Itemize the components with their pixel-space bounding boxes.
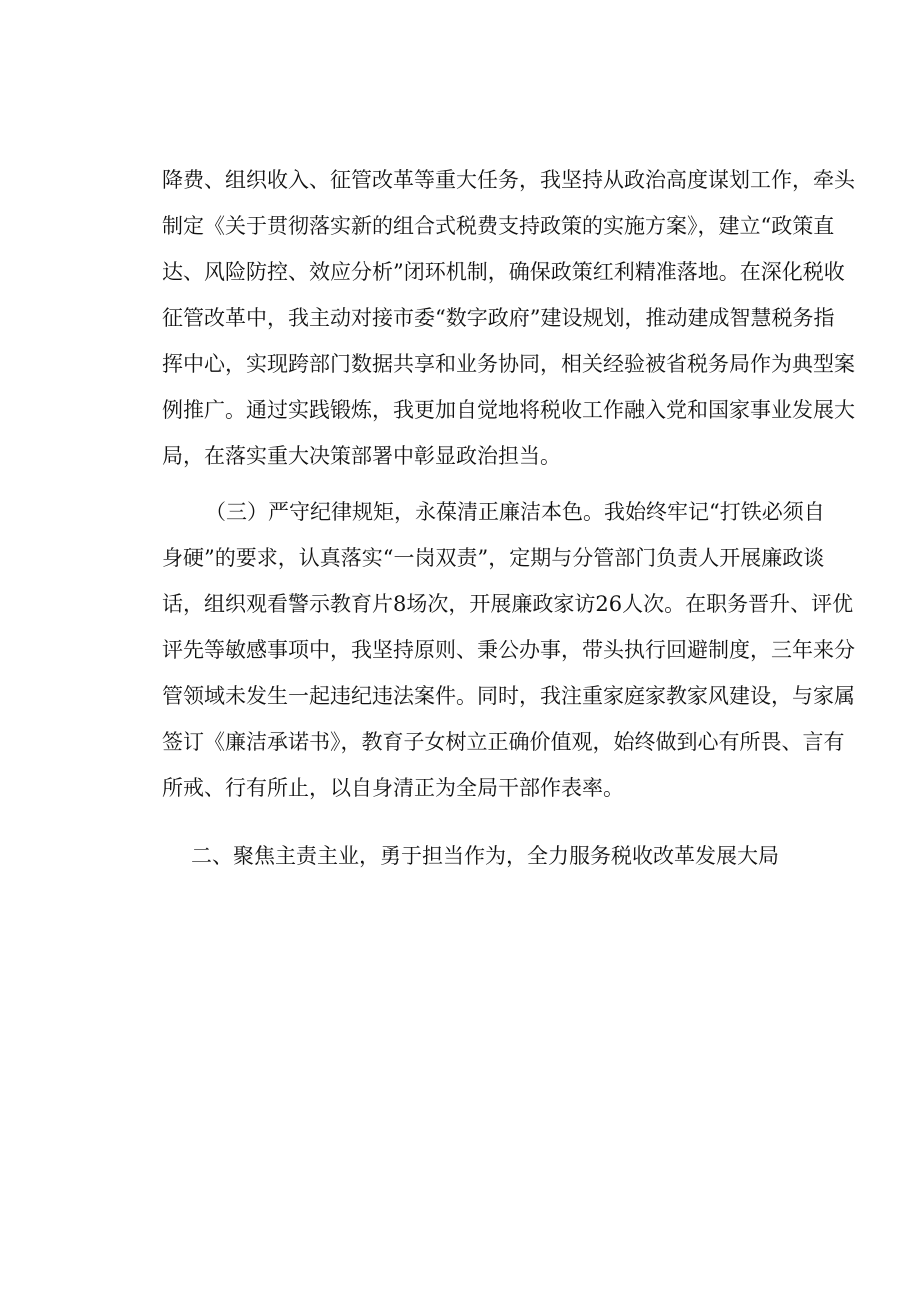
- paragraph-line: 征管改革中，我主动对接市委“数字政府”建设规划，推动建成智慧税务指: [162, 306, 835, 330]
- section-heading: 二、聚焦主责主业，勇于担当作为，全力服务税收改革发展大局: [191, 844, 779, 868]
- paragraph-line: 降费、组织收入、征管改革等重大任务，我坚持从政治高度谋划工作，牵头: [162, 168, 855, 192]
- paragraph-line: 挥中心，实现跨部门数据共享和业务协同，相关经验被省税务局作为典型案: [162, 352, 855, 376]
- paragraph-line: 评先等敏感事项中，我坚持原则、秉公办事，带头执行回避制度，三年来分: [162, 638, 855, 662]
- paragraph-line: 签订《廉洁承诺书》，教育子女树立正确价值观，始终做到心有所畏、言有: [162, 730, 845, 754]
- paragraph-line: 管领域未发生一起违纪违法案件。同时，我注重家庭家教家风建设，与家属: [162, 684, 855, 708]
- paragraph-line: 身硬”的要求，认真落实“一岗双责”，定期与分管部门负责人开展廉政谈: [162, 546, 825, 570]
- paragraph-line: 话，组织观看警示教育片8场次，开展廉政家访26人次。在职务晋升、评优: [162, 592, 854, 616]
- paragraph-line: 制定《关于贯彻落实新的组合式税费支持政策的实施方案》，建立“政策直: [162, 214, 835, 238]
- paragraph-line: 所戒、行有所止，以自身清正为全局干部作表率。: [162, 776, 624, 800]
- paragraph-line: （三）严守纪律规矩，永葆清正廉洁本色。我始终牢记“打铁必须自: [205, 500, 825, 524]
- paragraph-line: 例推广。通过实践锻炼，我更加自觉地将税收工作融入党和国家事业发展大: [162, 398, 855, 422]
- paragraph-line: 局，在落实重大决策部署中彰显政治担当。: [162, 444, 561, 468]
- paragraph-line: 达、风险防控、效应分析”闭环机制，确保政策红利精准落地。在深化税收: [162, 260, 845, 284]
